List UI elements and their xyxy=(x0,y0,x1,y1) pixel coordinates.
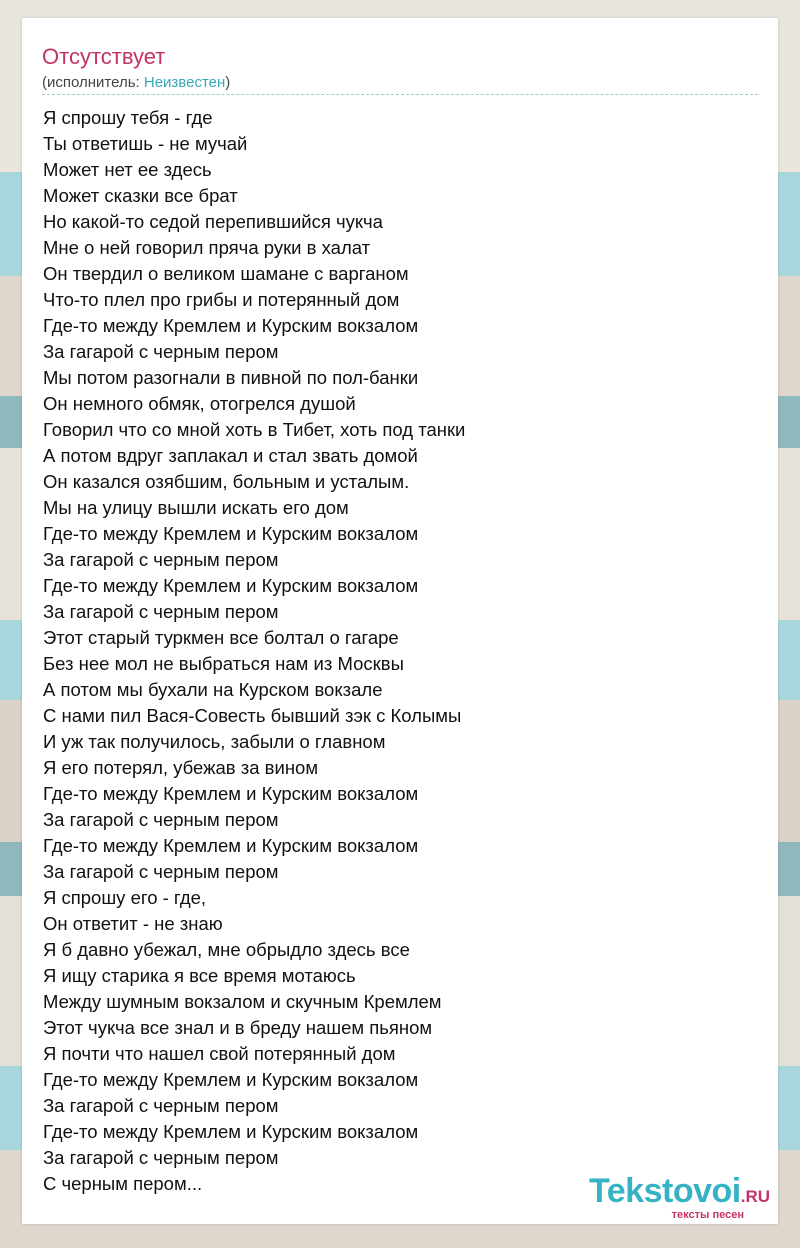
lyric-line: Он казался озябшим, больным и усталым. xyxy=(43,471,410,492)
lyric-line: Что-то плел про грибы и потерянный дом xyxy=(43,289,400,310)
lyric-line: Между шумным вокзалом и скучным Кремлем xyxy=(43,991,442,1012)
lyric-line: За гагарой с черным пером xyxy=(43,601,279,622)
lyric-line: С нами пил Вася-Совесть бывший зэк с Колымы xyxy=(43,705,462,726)
lyric-line: Где-то между Кремлем и Курским вокзалом xyxy=(43,1069,419,1090)
lyric-line: Этот чукча все знал и в бреду нашем пьяном xyxy=(43,1017,433,1038)
lyric-line: Я его потерял, убежав за вином xyxy=(43,757,319,778)
artist-link[interactable]: Неизвестен xyxy=(143,74,226,91)
lyric-line: Я б давно убежал, мне обрыдло здесь все xyxy=(43,939,410,960)
lyric-line: Где-то между Кремлем и Курским вокзалом xyxy=(43,783,419,804)
lyric-line: Где-то между Кремлем и Курским вокзалом xyxy=(43,835,419,856)
lyric-line: Этот старый туркмен все болтал о гагаре xyxy=(43,627,399,648)
lyric-line: Я ищу старика я все время мотаюсь xyxy=(43,965,356,986)
logo-tld: .RU xyxy=(740,1187,770,1206)
lyric-line: Говорил что со мной хоть в Тибет, хоть под танки xyxy=(43,419,466,440)
lyric-line: За гагарой с черным пером xyxy=(43,861,279,882)
title-divider xyxy=(42,94,758,95)
lyric-line: Мне о ней говорил пряча руки в халат xyxy=(43,237,371,258)
lyric-line: За гагарой с черным пером xyxy=(43,809,279,830)
lyric-line: Он твердил о великом шамане с варганом xyxy=(43,263,409,284)
lyric-line: Мы на улицу вышли искать его дом xyxy=(43,497,349,518)
lyrics-list xyxy=(43,105,465,1197)
lyric-line: Где-то между Кремлем и Курским вокзалом xyxy=(43,1121,419,1142)
lyric-line: Но какой-то седой перепившийся чукча xyxy=(43,211,383,232)
lyric-line: И уж так получилось, забыли о главном xyxy=(43,731,386,752)
lyric-line: Он немного обмяк, отогрелся душой xyxy=(43,393,356,414)
lyric-line: Мы потом разогнали в пивной по пол-банки xyxy=(43,367,419,388)
song-title: Отсутствует xyxy=(42,44,166,69)
artist-suffix: ) xyxy=(225,74,231,91)
lyric-line: За гагарой с черным пером xyxy=(43,549,279,570)
lyric-line: Я спрошу тебя - где xyxy=(43,107,213,128)
lyric-line: Без нее мол не выбраться нам из Москвы xyxy=(43,653,404,674)
lyric-line: Где-то между Кремлем и Курским вокзалом xyxy=(43,523,419,544)
lyric-line: Я спрошу его - где, xyxy=(43,887,207,908)
lyric-line: За гагарой с черным пером xyxy=(43,1095,279,1116)
lyric-line: За гагарой с черным пером xyxy=(43,1147,279,1168)
lyric-line: Где-то между Кремлем и Курским вокзалом xyxy=(43,575,419,596)
artist-prefix: (исполнитель: xyxy=(42,74,144,91)
logo-name: Tekstovoi xyxy=(589,1172,741,1210)
lyric-line: Я почти что нашел свой потерянный дом xyxy=(43,1043,396,1064)
lyric-line: Может нет ее здесь xyxy=(43,159,212,180)
artist-line xyxy=(42,74,230,92)
lyric-line: С черным пером... xyxy=(43,1173,203,1194)
lyrics-card xyxy=(22,18,778,1224)
lyric-line: Где-то между Кремлем и Курским вокзалом xyxy=(43,315,419,336)
lyric-line: Он ответит - не знаю xyxy=(43,913,223,934)
lyric-line: А потом мы бухали на Курском вокзале xyxy=(43,679,383,700)
lyric-line: За гагарой с черным пером xyxy=(43,341,279,362)
site-logo[interactable] xyxy=(589,1173,770,1221)
logo-tagline: тексты песен xyxy=(671,1209,744,1221)
lyric-line: Может сказки все брат xyxy=(43,185,238,206)
lyric-line: Ты ответишь - не мучай xyxy=(43,133,248,154)
lyric-line: А потом вдруг заплакал и стал звать домой xyxy=(43,445,418,466)
